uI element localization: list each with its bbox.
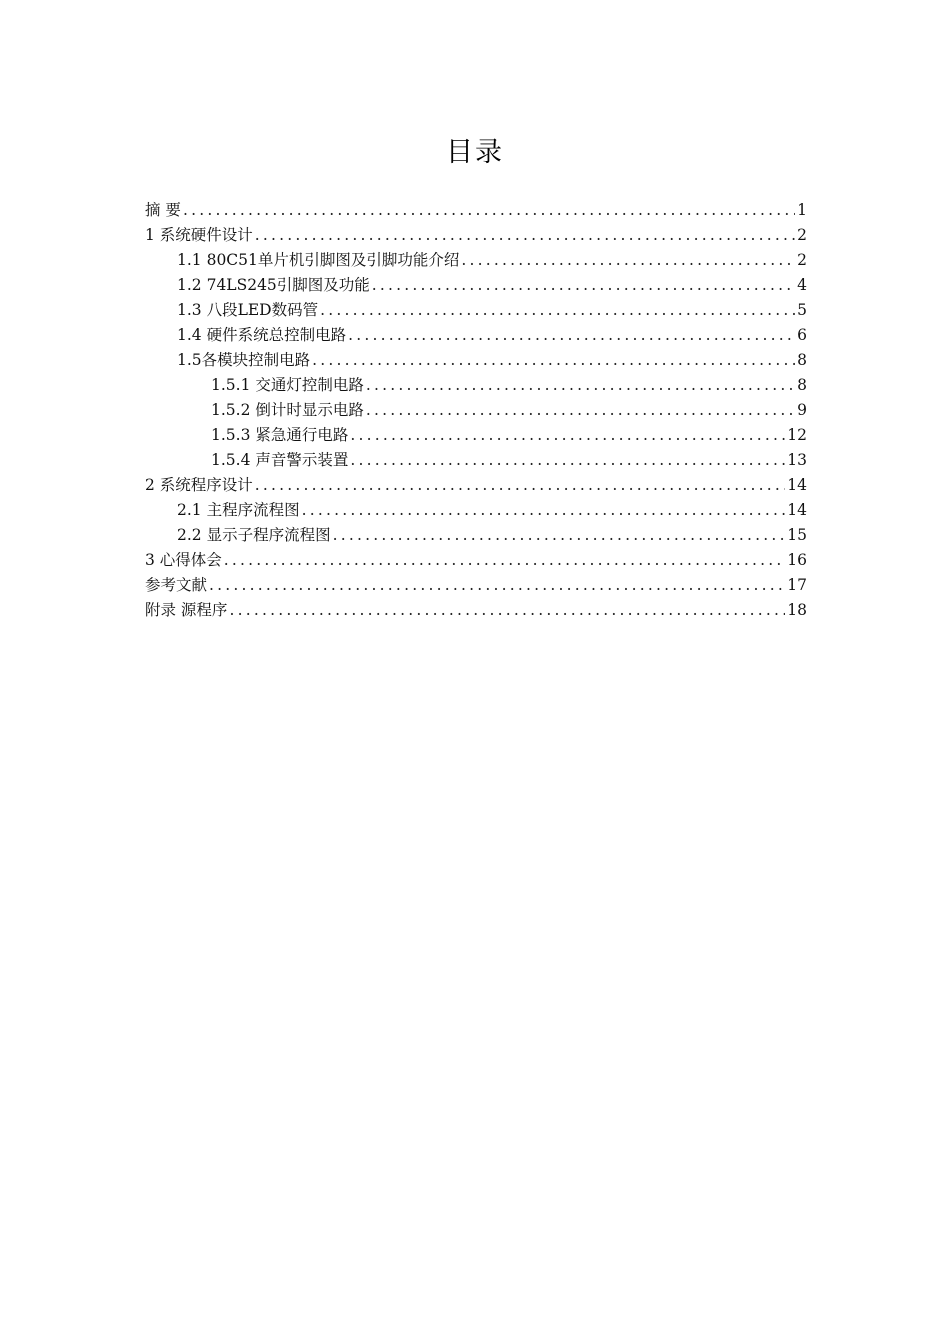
toc-entry-label: 参考文献 [145,576,208,594]
dot-leader [224,548,785,573]
toc-entry-page: 8 [797,376,807,394]
dot-leader [183,198,795,223]
dot-leader [350,423,785,448]
toc-entry-74ls245[interactable] [145,273,807,298]
toc-entry-label: 1.1 80C51单片机引脚图及引脚功能介绍 [177,251,460,269]
toc-entry-label: 1.3 八段LED数码管 [177,301,319,319]
dot-leader [366,398,795,423]
dot-leader [229,598,785,623]
toc-entry-page: 17 [787,576,807,594]
toc-entry-label: 1.5.4 声音警示装置 [211,451,349,469]
dot-leader [372,273,795,298]
table-of-contents [145,198,807,623]
toc-entry-label: 摘 要 [145,201,181,219]
toc-entry-label: 1.5.3 紧急通行电路 [211,426,349,444]
dot-leader [255,223,795,248]
toc-entry-display-flowchart[interactable] [145,523,807,548]
toc-entry-label: 1.5.2 倒计时显示电路 [211,401,364,419]
toc-entry-reflections[interactable] [145,548,807,573]
toc-entry-page: 14 [787,476,807,494]
page-title: 目录 [446,137,504,168]
dot-leader [333,523,786,548]
toc-entry-label: 1.5.1 交通灯控制电路 [211,376,364,394]
toc-entry-label: 1.5各模块控制电路 [177,351,311,369]
toc-entry-page: 16 [787,551,807,569]
dot-leader [461,248,795,273]
toc-entry-label: 附录 源程序 [145,601,228,619]
dot-leader [366,373,795,398]
toc-entry-led-display[interactable] [145,298,807,323]
toc-entry-page: 15 [787,526,807,544]
toc-entry-page: 2 [797,226,807,244]
toc-entry-label: 2.1 主程序流程图 [177,501,300,519]
toc-entry-software-design[interactable] [145,473,807,498]
toc-entry-page: 8 [797,351,807,369]
dot-leader [209,573,785,598]
toc-entry-label: 3 心得体会 [145,551,222,569]
toc-entry-page: 12 [787,426,807,444]
toc-entry-emergency[interactable] [145,423,807,448]
toc-entry-sound-alarm[interactable] [145,448,807,473]
toc-entry-page: 1 [797,201,807,219]
toc-entry-label: 2 系统程序设计 [145,476,253,494]
toc-entry-page: 9 [797,401,807,419]
dot-leader [348,323,795,348]
toc-entry-module-circuits[interactable] [145,348,807,373]
toc-entry-references[interactable] [145,573,807,598]
toc-entry-hardware-design[interactable] [145,223,807,248]
toc-entry-page: 14 [787,501,807,519]
dot-leader [255,473,785,498]
toc-entry-page: 2 [797,251,807,269]
dot-leader [350,448,785,473]
toc-entry-page: 6 [797,326,807,344]
dot-leader [320,298,795,323]
dot-leader [312,348,795,373]
toc-entry-label: 1.4 硬件系统总控制电路 [177,326,347,344]
toc-entry-countdown[interactable] [145,398,807,423]
toc-entry-traffic-light[interactable] [145,373,807,398]
toc-entry-label: 1 系统硬件设计 [145,226,253,244]
toc-entry-page: 18 [787,601,807,619]
toc-entry-page: 13 [787,451,807,469]
toc-entry-main-flowchart[interactable] [145,498,807,523]
dot-leader [302,498,786,523]
toc-entry-page: 5 [797,301,807,319]
toc-entry-label: 1.2 74LS245引脚图及功能 [177,276,370,294]
toc-entry-80c51[interactable] [145,248,807,273]
toc-entry-appendix[interactable] [145,598,807,623]
toc-entry-abstract[interactable] [145,198,807,223]
toc-entry-master-circuit[interactable] [145,323,807,348]
toc-entry-label: 2.2 显示子程序流程图 [177,526,331,544]
toc-entry-page: 4 [797,276,807,294]
